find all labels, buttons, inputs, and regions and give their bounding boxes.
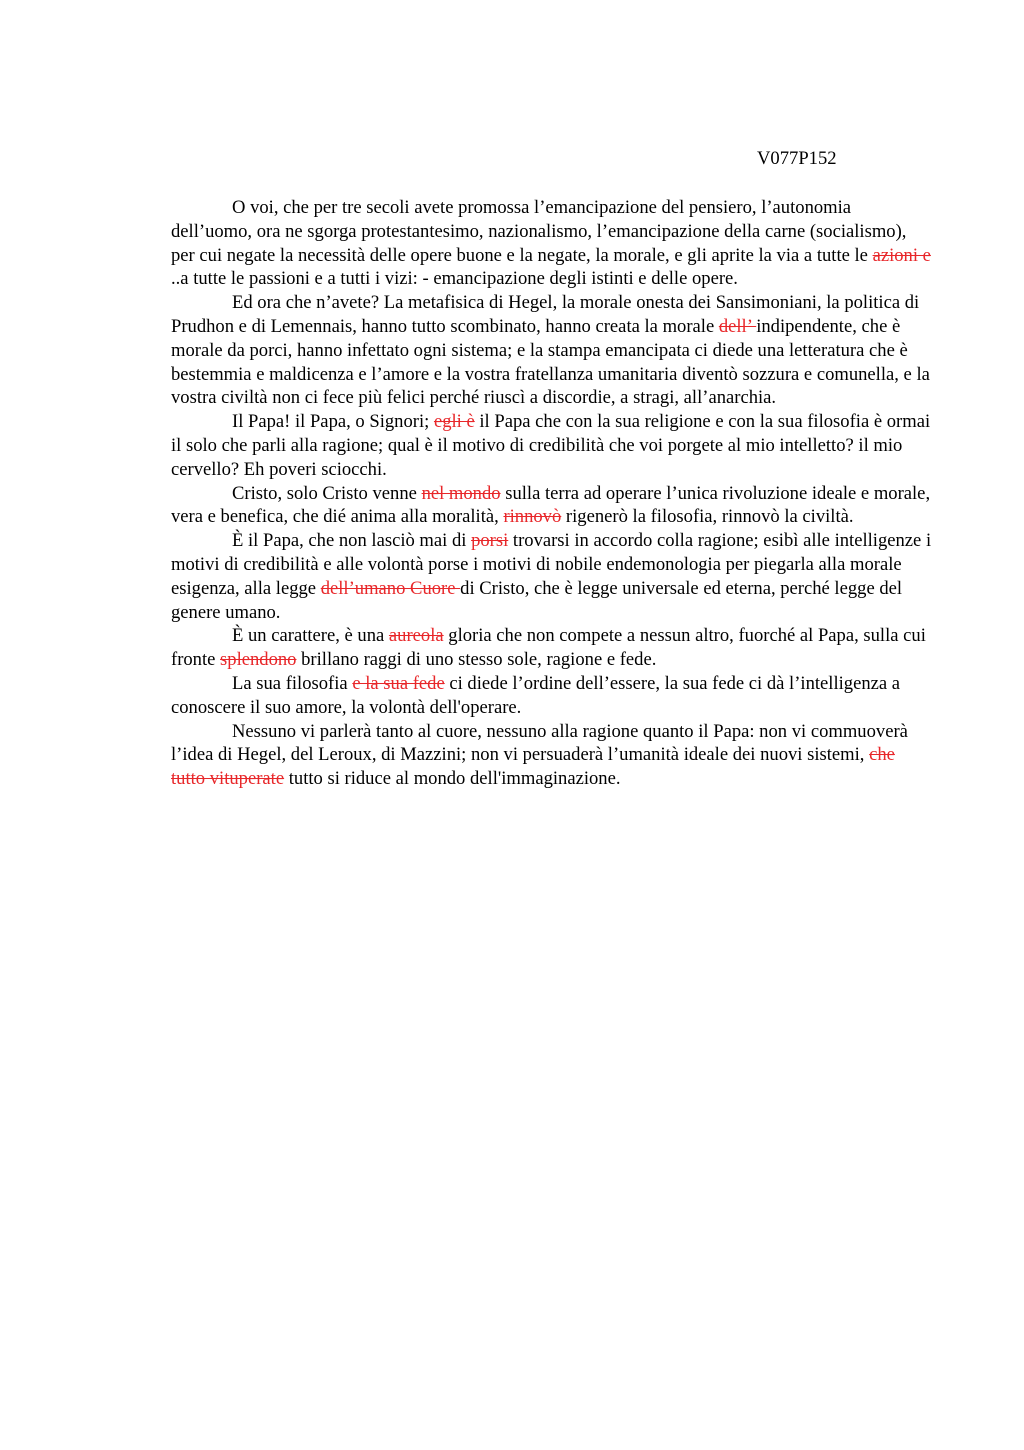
text-segment: indipendente, che è morale da porci, hanno infettato ogni sistema; e la stampa emancipata ci diede una letteratura che è bestemmia e maldicenza e l’amore e la vostra fratellanza umanitaria diventò sozzura e comunella, e la vostra civiltà non ci fece più felici perché riuscì a discordie, a stragi, all’anarchia.	[171, 315, 930, 409]
deleted-text: dell’	[718, 315, 757, 337]
text-segment: ..a tutte le passioni e a tutti i vizi: - emancipazione degli istinti e delle opere.	[171, 268, 738, 290]
text-segment: La sua filosofia	[232, 672, 353, 694]
text-segment: di Cristo, che è legge universale ed eterna, perché legge del genere umano.	[171, 577, 903, 623]
deleted-text: splendono	[220, 649, 297, 671]
text-segment: È il Papa, che non lasciò mai di	[232, 530, 472, 552]
text-segment: brillano raggi di uno stesso sole, ragione e fede.	[296, 649, 657, 671]
text-segment: ci diede l’ordine dell’essere, la sua fede ci dà l’intelligenza a conoscere il suo amore, la volontà dell'operare.	[171, 672, 901, 718]
document-body	[171, 196, 933, 791]
deleted-text: porsi	[471, 530, 509, 552]
text-segment: Il Papa! il Papa, o Signori;	[232, 411, 434, 433]
deleted-text: azioni e	[872, 244, 931, 266]
deleted-text: e la sua fede	[352, 672, 445, 694]
text-segment: gloria che non compete a nessun altro, fuorché al Papa, sulla cui fronte	[171, 625, 926, 671]
text-segment: Nessuno vi parlerà tanto al cuore, nessuno alla ragione quanto il Papa: non vi commuoverà l’idea di Hegel, del Leroux, di Mazzini; non vi persuaderà l’umanità ideale dei nuovi sistemi,	[171, 720, 908, 766]
text-segment: È un carattere, è una	[232, 625, 389, 647]
deleted-text: rinnovò	[503, 506, 562, 528]
paragraph	[171, 482, 933, 530]
document-id: V077P152	[757, 148, 837, 169]
text-segment: sulla terra ad operare l’unica rivoluzione ideale e morale, vera e benefica, che dié anima alla moralità,	[171, 482, 931, 528]
paragraph	[171, 720, 933, 791]
deleted-text: egli è	[433, 411, 475, 433]
text-segment: Cristo, solo Cristo venne	[232, 482, 422, 504]
paragraph	[171, 624, 933, 672]
deleted-text: che tutto vituperate	[171, 744, 895, 790]
deleted-text: dell’umano Cuore	[320, 577, 461, 599]
text-segment: Ed ora che n’avete? La metafisica di Hegel, la morale onesta dei Sansimoniani, la politica di Prudhon e di Lemennais, hanno tutto scombinato, hanno creata la morale	[171, 292, 920, 337]
paragraph	[171, 291, 933, 410]
text-segment: tutto si riduce al mondo dell'immaginazione.	[284, 768, 621, 790]
paragraph	[171, 410, 933, 481]
deleted-text: nel mondo	[421, 482, 501, 504]
text-segment: rigenerò la filosofia, rinnovò la civiltà.	[561, 506, 854, 528]
paragraph	[171, 529, 933, 624]
text-segment: trovarsi in accordo colla ragione; esibì alle intelligenze i motivi di credibilità e alle volontà porse i motivi di nobile endemonologia per piegarla alla morale esigenza, alla legge	[171, 530, 932, 599]
deleted-text: aureola	[388, 625, 444, 647]
paragraph	[171, 672, 933, 720]
text-segment: O voi, che per tre secoli avete promossa l’emancipazione del pensiero, l’autonomia dell’uomo, ora ne sgorga protestantesimo, nazionalismo, l’emancipazione della carne (socialismo), per cui negate la necessità delle opere buone e la negate, la morale, e gli aprite la via a tutte le	[171, 197, 907, 266]
paragraph	[171, 196, 933, 291]
text-segment: il Papa che con la sua religione e con la sua filosofia è ormai il solo che parli alla ragione; qual è il motivo di credibilità che voi porgete al mio intelletto? il mio cervello? Eh poveri sciocchi.	[171, 411, 931, 480]
